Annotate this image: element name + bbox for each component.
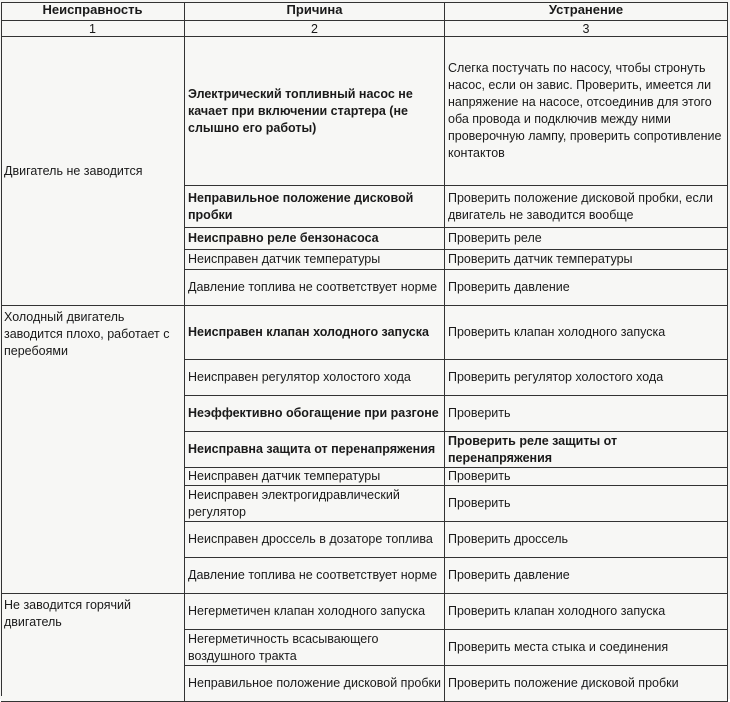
column-number <box>1 21 185 37</box>
cause-cell-text: Неисправно реле бензонасоса <box>188 231 379 245</box>
fix-cell <box>445 522 728 558</box>
fix-cell-text: Проверить <box>448 406 511 420</box>
fix-cell-text: Проверить реле <box>448 231 542 245</box>
cause-cell-text: Давление топлива не соответствует норме <box>188 280 438 294</box>
cause-cell <box>185 186 445 228</box>
cause-cell-text: Неэффективно обогащение при разгоне <box>188 406 439 420</box>
cause-cell-text: Электрический топливный насос не качает при включении стартера (не слышно его работы) <box>188 86 413 135</box>
column-header <box>445 2 728 21</box>
fault-cell <box>1 594 185 702</box>
fault-cell <box>1 306 185 594</box>
fix-cell <box>445 270 728 306</box>
cause-cell-text: Неисправен датчик температуры <box>188 252 381 266</box>
cause-cell <box>185 594 445 630</box>
fix-cell <box>445 186 728 228</box>
column-header <box>185 2 445 21</box>
fix-cell-text: Проверить клапан холодного запуска <box>448 325 666 339</box>
column-number <box>185 21 445 37</box>
fix-cell-text: Проверить реле защиты от перенапряжения <box>448 433 618 465</box>
fix-cell <box>445 666 728 702</box>
fix-cell <box>445 468 728 486</box>
fix-cell <box>445 630 728 666</box>
cause-cell <box>185 396 445 432</box>
cause-cell-text: Неисправен дроссель в дозаторе топлива <box>188 532 433 546</box>
cause-cell-text: Неисправен датчик температуры <box>188 469 381 483</box>
cause-cell <box>185 37 445 186</box>
cause-cell <box>185 468 445 486</box>
cause-cell-text: Неисправна защита от перенапряжения <box>188 442 436 456</box>
cause-cell <box>185 558 445 594</box>
fix-cell-text: Проверить положение дисковой пробки, если двигатель не заводится вообще <box>448 190 714 222</box>
cause-cell-text: Неправильное положение дисковой пробки <box>188 676 441 690</box>
fix-cell <box>445 558 728 594</box>
column-number-text: 2 <box>311 22 318 36</box>
fix-cell-text: Проверить <box>448 469 511 483</box>
fix-cell-text: Проверить клапан холодного запуска <box>448 604 666 618</box>
column-header-text: Неисправность <box>42 2 143 17</box>
cause-cell-text: Неисправен регулятор холостого хода <box>188 370 411 384</box>
fix-cell-text: Проверить положение дисковой пробки <box>448 676 679 690</box>
cause-cell <box>185 486 445 522</box>
cause-cell-text: Неисправен электрогидравлический регулятор <box>188 487 400 519</box>
fault-cell-text: Не заводится горячий двигатель <box>4 598 131 629</box>
fix-cell-text: Проверить датчик температуры <box>448 252 633 266</box>
fault-table <box>1 2 728 696</box>
fix-cell-text: Проверить <box>448 496 511 510</box>
fix-cell <box>445 396 728 432</box>
column-header-text: Причина <box>286 2 343 17</box>
fix-cell-text: Проверить давление <box>448 568 570 582</box>
column-number <box>445 21 728 37</box>
fault-cell-text: Двигатель не заводится <box>4 163 143 178</box>
column-number-text: 1 <box>89 22 96 36</box>
cause-cell-text: Негерметичен клапан холодного запуска <box>188 604 426 618</box>
fix-cell <box>445 306 728 360</box>
cause-cell <box>185 432 445 468</box>
fix-cell <box>445 486 728 522</box>
cause-cell <box>185 666 445 702</box>
column-number-text: 3 <box>582 22 590 36</box>
fix-cell <box>445 432 728 468</box>
fix-cell <box>445 228 728 250</box>
cause-cell <box>185 228 445 250</box>
fault-cell <box>1 37 185 306</box>
fix-cell <box>445 250 728 270</box>
cause-cell <box>185 306 445 360</box>
cause-cell-text: Давление топлива не соответствует норме <box>188 568 438 582</box>
cause-cell-text: Неисправен клапан холодного запуска <box>188 325 429 339</box>
cause-cell <box>185 360 445 396</box>
fix-cell <box>445 360 728 396</box>
column-header-text: Устранение <box>548 2 624 17</box>
cause-cell <box>185 270 445 306</box>
fix-cell-text: Проверить регулятор холостого хода <box>448 370 664 384</box>
fix-cell <box>445 594 728 630</box>
fix-cell-text: Проверить дроссель <box>448 532 569 546</box>
cause-cell <box>185 630 445 666</box>
cause-cell-text: Негерметичность всасывающего воздушного тракта <box>188 631 379 663</box>
fix-cell-text: Проверить места стыка и соединения <box>448 640 669 654</box>
fix-cell <box>445 37 728 186</box>
fix-cell-text: Проверить давление <box>448 280 570 294</box>
column-header <box>1 2 185 21</box>
cause-cell <box>185 522 445 558</box>
cause-cell-text: Неправильное положение дисковой пробки <box>188 190 414 222</box>
fix-cell-text: Слегка постучать по насосу, чтобы стронуть насос, если он завис. Проверить, имеется ли напряжение на насосе, отсоединив для этого оба провода и подключив между ними проверочную лампу, проверить сопротивление контактов <box>448 61 722 160</box>
fault-cell-text: Холодный двигатель заводится плохо, работает с перебоями <box>4 310 170 358</box>
cause-cell <box>185 250 445 270</box>
